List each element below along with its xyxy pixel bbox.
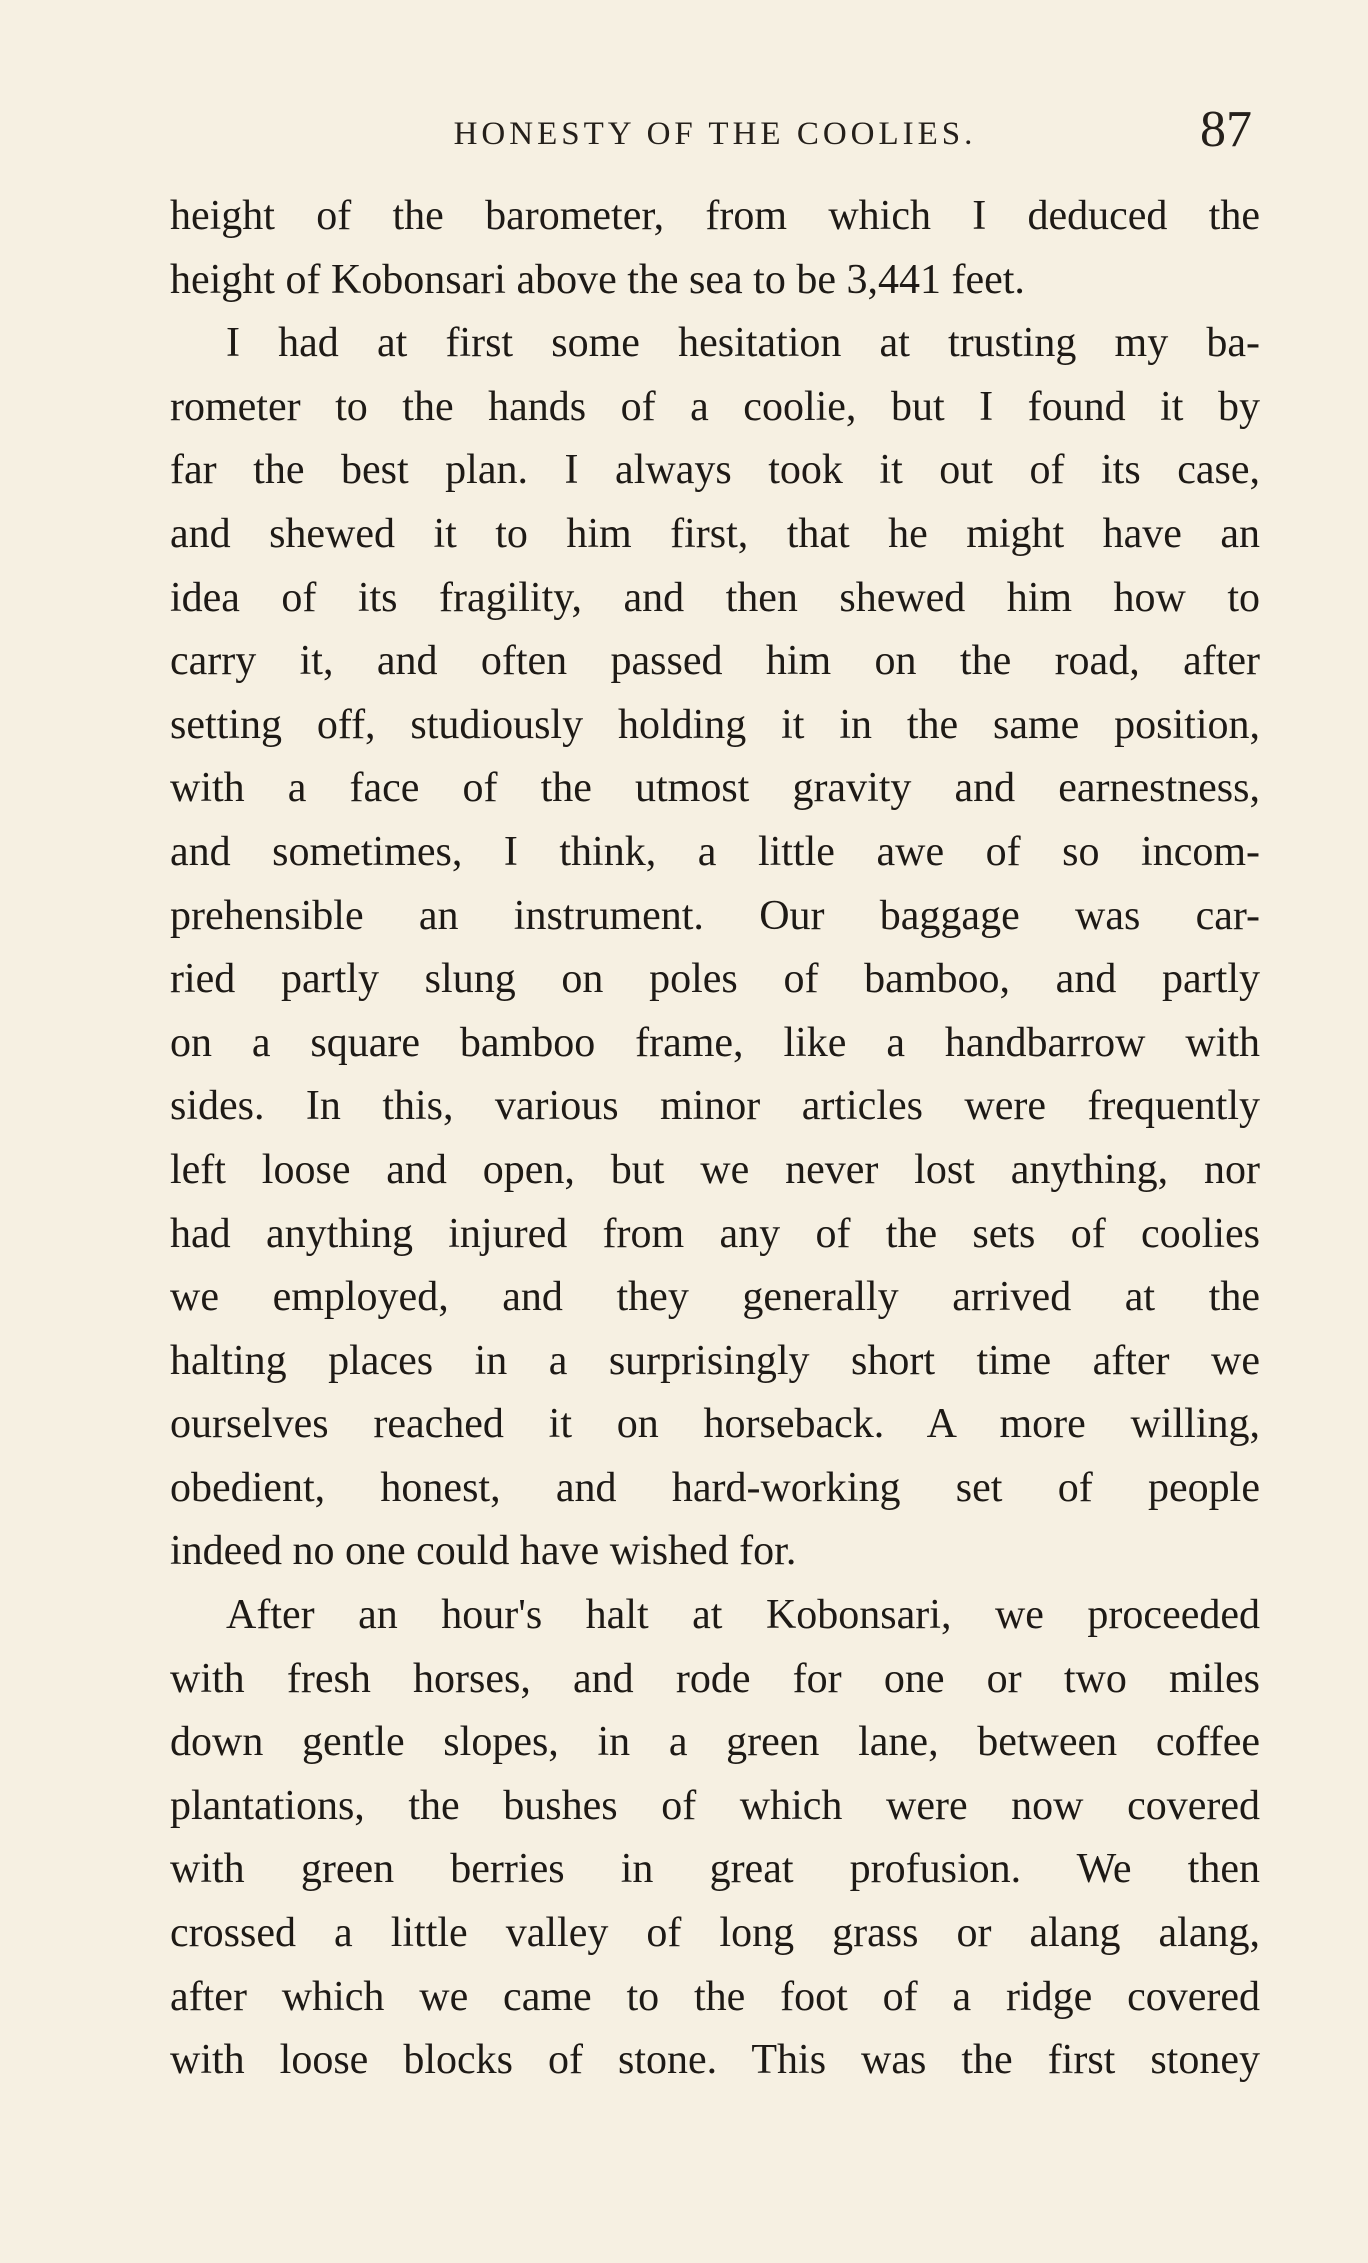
text-line: had anything injured from any of the sets of coolies [170, 1210, 1260, 1257]
text-line: and shewed it to him first, that he might have an [170, 510, 1260, 557]
text-line: plantations, the bushes of which were now covered [170, 1782, 1260, 1829]
text-line: after which we came to the foot of a ridge covered [170, 1973, 1260, 2020]
text-line: After an hour's halt at Kobonsari, we proceeded [226, 1592, 1260, 1639]
text-line: ried partly slung on poles of bamboo, and partly [170, 956, 1260, 1003]
text-line: prehensible an instrument. Our baggage was car- [170, 892, 1260, 939]
text-line: we employed, and they generally arrived at the [170, 1274, 1260, 1321]
page-number: 87 [1200, 101, 1252, 158]
running-head: HONESTY OF THE COOLIES. [453, 116, 977, 152]
text-line: rometer to the hands of a coolie, but I found it by [170, 383, 1260, 430]
text-line: ourselves reached it on horseback. A more willing, [170, 1401, 1260, 1448]
text-line: height of Kobonsari above the sea to be 3,441 feet. [170, 256, 1025, 303]
text-line: far the best plan. I always took it out of its case, [170, 447, 1260, 494]
text-line: height of the barometer, from which I deduced the [170, 193, 1260, 239]
text-line: with a face of the utmost gravity and earnestness, [170, 765, 1260, 812]
text-line: halting places in a surprisingly short time after we [170, 1337, 1260, 1384]
text-line: and sometimes, I think, a little awe of so incom- [170, 828, 1260, 875]
text-line: idea of its fragility, and then shewed him how to [170, 574, 1260, 621]
text-line: crossed a little valley of long grass or alang alang, [170, 1910, 1260, 1957]
body-text [170, 185, 1260, 2093]
text-line: down gentle slopes, in a green lane, between coffee [170, 1719, 1260, 1766]
text-line: setting off, studiously holding it in the same position, [170, 701, 1260, 748]
text-line: with loose blocks of stone. This was the first stoney [170, 2037, 1260, 2084]
text-line: sides. In this, various minor articles were frequently [170, 1083, 1260, 1130]
text-line: indeed no one could have wished for. [170, 1528, 797, 1575]
text-line: I had at first some hesitation at trusting my ba- [226, 320, 1260, 367]
text-line: left loose and open, but we never lost anything, nor [170, 1146, 1260, 1193]
text-line: carry it, and often passed him on the road, after [170, 638, 1260, 685]
text-line: obedient, honest, and hard-working set of people [170, 1464, 1260, 1511]
text-line: with fresh horses, and rode for one or two miles [170, 1655, 1260, 1702]
text-line: on a square bamboo frame, like a handbarrow with [170, 1019, 1260, 1066]
page-header [170, 100, 1260, 170]
text-line: with green berries in great profusion. We then [170, 1846, 1260, 1893]
